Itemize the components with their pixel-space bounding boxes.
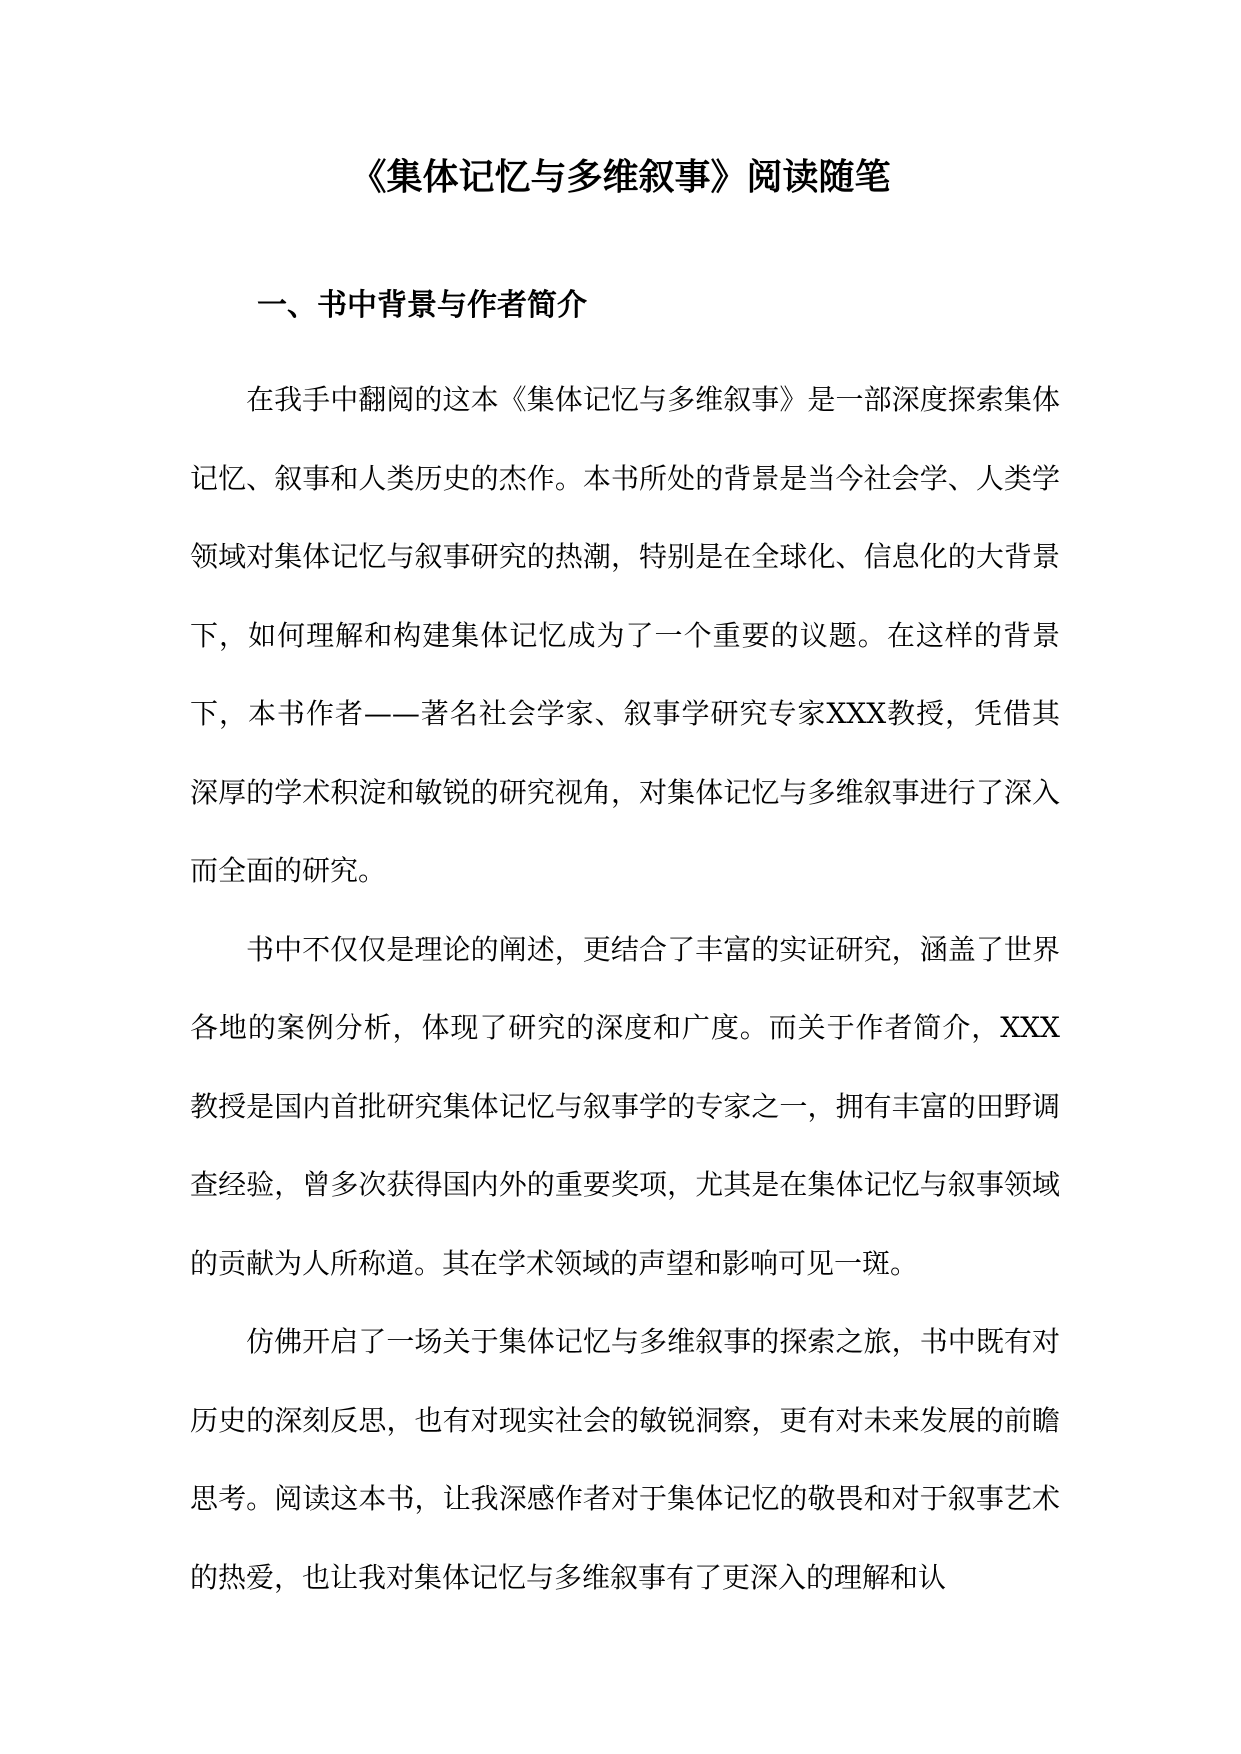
paragraph: 书中不仅仅是理论的阐述，更结合了丰富的实证研究，涵盖了世界各地的案例分析，体现了研究的深度和广度。而关于作者简介，XXX教授是国内首批研究集体记忆与叙事学的专家之一，拥有丰富的田野调查经验，曾多次获得国内外的重要奖项，尤其是在集体记忆与叙事领域的贡献为人所称道。其在学术领域的声望和影响可见一斑。 <box>190 932 1060 1280</box>
document-body <box>190 361 1060 1617</box>
paragraph: 在我手中翻阅的这本《集体记忆与多维叙事》是一部深度探索集体记忆、叙事和人类历史的杰作。本书所处的背景是当今社会学、人类学领域对集体记忆与叙事研究的热潮，特别是在全球化、信息化的大背景下，如何理解和构建集体记忆成为了一个重要的议题。在这样的背景下，本书作者——著名社会学家、叙事学研究专家XXX教授，凭借其深厚的学术积淀和敏锐的研究视角，对集体记忆与多维叙事进行了深入而全面的研究。 <box>190 383 1060 887</box>
paragraph: 仿佛开启了一场关于集体记忆与多维叙事的探索之旅，书中既有对历史的深刻反思，也有对现实社会的敏锐洞察，更有对未来发展的前瞻思考。阅读这本书，让我深感作者对于集体记忆的敬畏和对于叙事艺术的热爱，也让我对集体记忆与多维叙事有了更深入的理解和认 <box>190 1325 1060 1594</box>
document-title: 《集体记忆与多维叙事》阅读随笔 <box>350 157 891 198</box>
section-heading: 一、书中背景与作者简介 <box>257 288 587 323</box>
